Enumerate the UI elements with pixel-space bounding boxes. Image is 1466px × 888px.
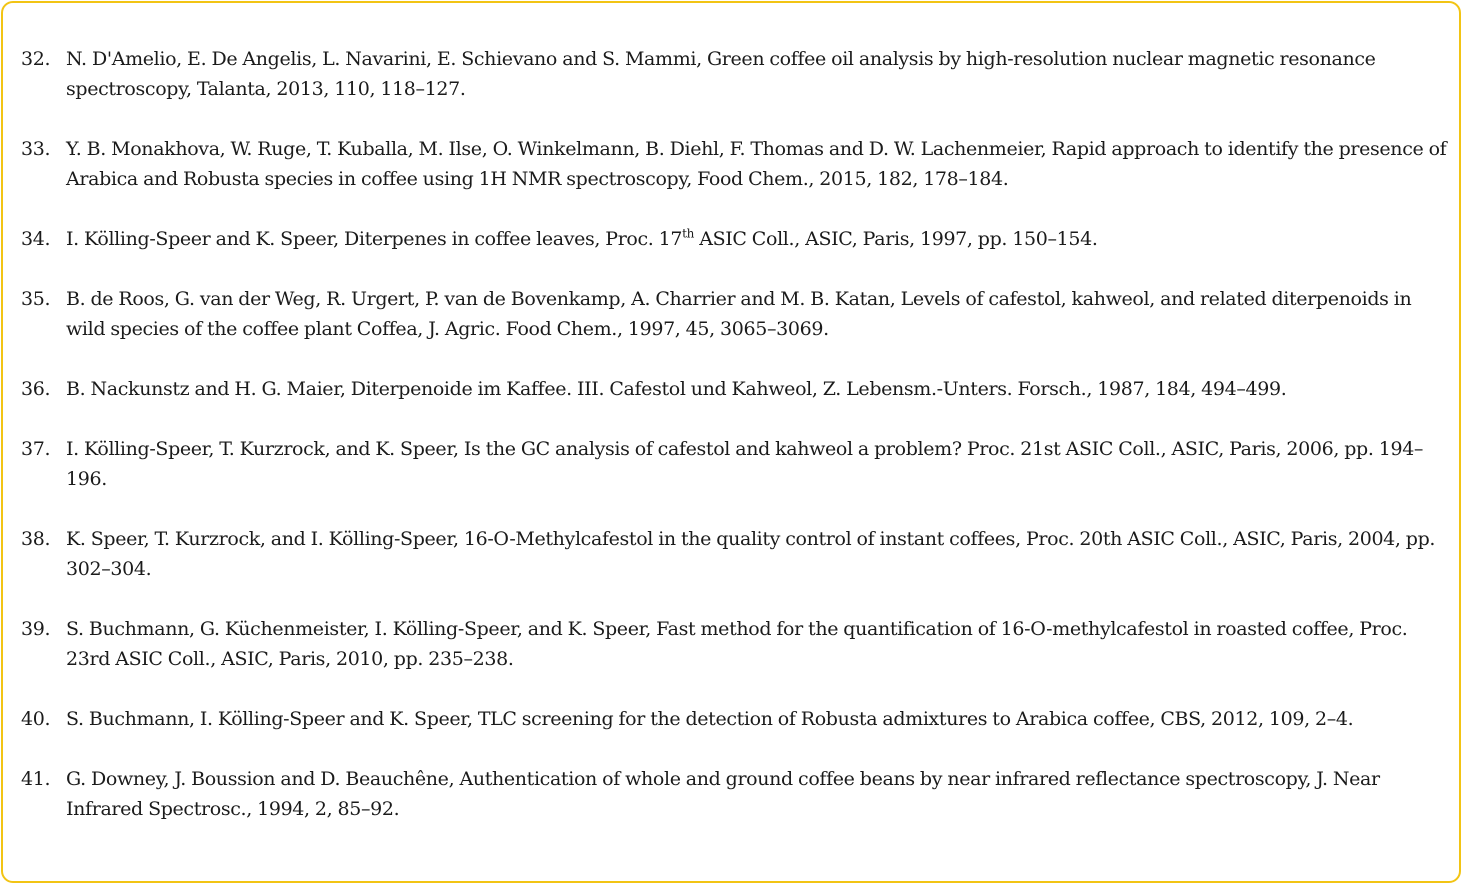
reference-text-end: ASIC Coll., ASIC, Paris, 1997, pp. 150–154. [694,228,1098,250]
reference-item-37 [21,434,1453,494]
reference-text: G. Downey, J. Boussion and D. Beauchêne, Authentication of whole and ground coffee beans by near infrared reflectance spectroscopy, J. Near Infrared Spectrosc., 1994, 2, 85–92. [66,768,1380,820]
reference-text-start: I. Kölling-Speer and K. Speer, Diterpenes in coffee leaves, Proc. 17 [66,228,683,250]
reference-number: 40. [21,708,51,730]
reference-number: 37. [21,438,51,460]
reference-item-38 [21,524,1453,584]
reference-item-33 [21,134,1453,194]
reference-item-35 [21,284,1453,344]
reference-number: 38. [21,528,51,550]
reference-item-36 [21,374,1453,404]
reference-text: B. de Roos, G. van der Weg, R. Urgert, P. van de Bovenkamp, A. Charrier and M. B. Katan, Levels of cafestol, kahweol, and related diterpenoids in wild species of the coffee plant Coffea, J. Agric. Food Chem., 1997, 45, 3065–3069. [66,288,1412,340]
reference-item-41 [21,764,1453,824]
reference-number: 35. [21,288,51,310]
reference-number: 34. [21,228,51,250]
reference-item-40 [21,704,1453,734]
reference-text [66,228,1098,250]
reference-text: S. Buchmann, I. Kölling-Speer and K. Speer, TLC screening for the detection of Robusta admixtures to Arabica coffee, CBS, 2012, 109, 2–4. [66,708,1354,730]
reference-list [21,44,1453,854]
reference-number: 32. [21,48,51,70]
reference-text: Y. B. Monakhova, W. Ruge, T. Kuballa, M. Ilse, O. Winkelmann, B. Diehl, F. Thomas and D. W. Lachenmeier, Rapid approach to identify the presence of Arabica and Robusta species in coffee using 1H NMR spectroscopy, Food Chem., 2015, 182, 178–184. [66,138,1447,190]
reference-text: K. Speer, T. Kurzrock, and I. Kölling-Speer, 16-O-Methylcafestol in the quality control of instant coffees, Proc. 20th ASIC Coll., ASIC, Paris, 2004, pp. 302–304. [66,528,1436,580]
reference-item-34 [21,224,1453,254]
reference-number: 39. [21,618,51,640]
reference-item-32 [21,44,1453,104]
reference-number: 33. [21,138,51,160]
reference-text: N. D'Amelio, E. De Angelis, L. Navarini, E. Schievano and S. Mammi, Green coffee oil analysis by high-resolution nuclear magnetic resonance spectroscopy, Talanta, 2013, 110, 118–127. [66,48,1376,100]
reference-number: 41. [21,768,51,790]
reference-item-39 [21,614,1453,674]
reference-text: I. Kölling-Speer, T. Kurzrock, and K. Speer, Is the GC analysis of cafestol and kahweol a problem? Proc. 21st ASIC Coll., ASIC, Paris, 2006, pp. 194–196. [66,438,1424,490]
reference-text: B. Nackunstz and H. G. Maier, Diterpenoide im Kaffee. III. Cafestol und Kahweol, Z. Lebensm.-Unters. Forsch., 1987, 184, 494–499. [66,378,1287,400]
ordinal-superscript: th [682,226,695,241]
reference-text: S. Buchmann, G. Küchenmeister, I. Kölling-Speer, and K. Speer, Fast method for the quantification of 16-O-methylcafestol in roasted coffee, Proc. 23rd ASIC Coll., ASIC, Paris, 2010, pp. 235–238. [66,618,1408,670]
reference-panel [1,1,1461,883]
reference-number: 36. [21,378,51,400]
